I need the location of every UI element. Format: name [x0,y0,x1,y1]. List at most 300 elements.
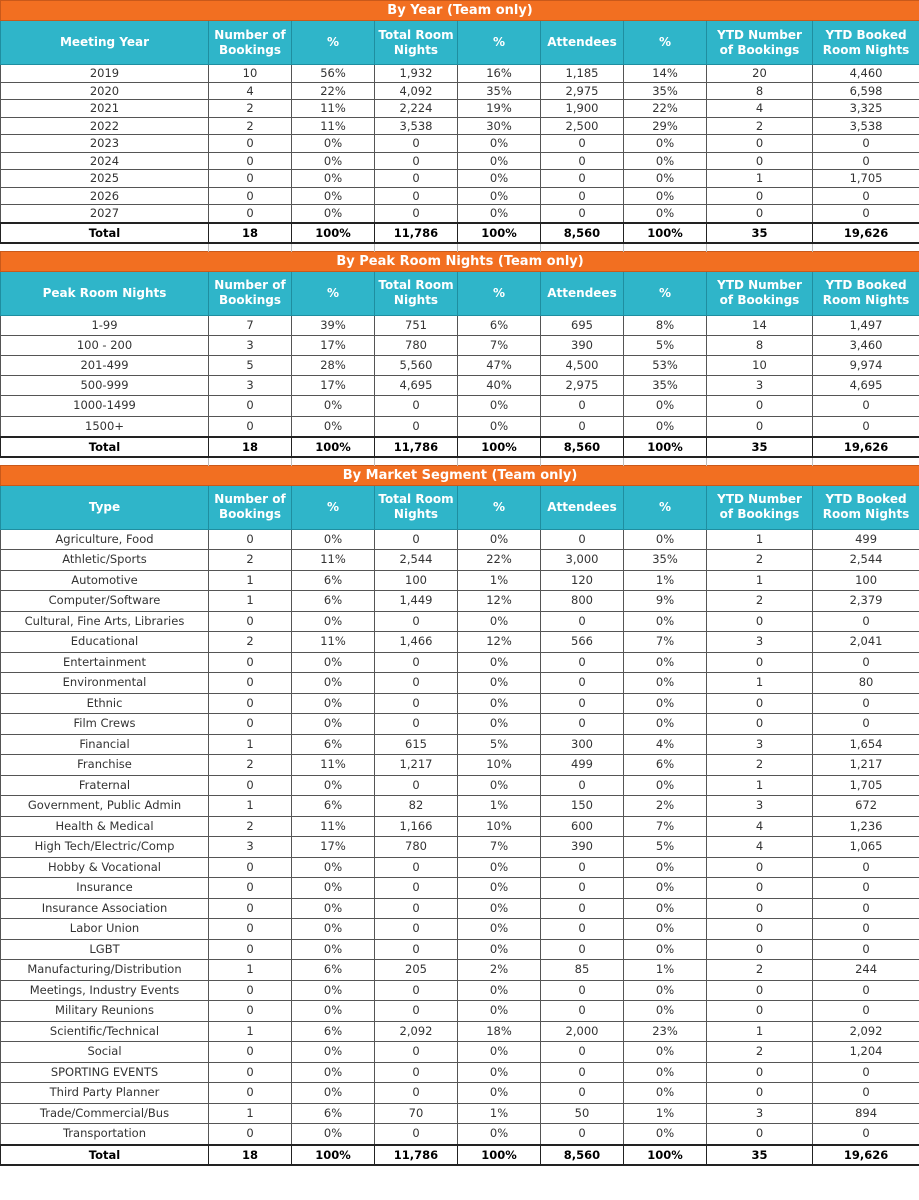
table-row [1,396,919,416]
table-row [1,570,919,591]
cell-value: 0% [624,205,707,223]
cell-value: 0% [458,152,541,170]
table-row [1,939,919,960]
table-row [1,919,919,940]
cell-value: 0% [624,775,707,796]
cell-value: 0 [813,416,919,437]
cell-value: 0 [813,714,919,735]
cell-value: 0% [458,714,541,735]
total-row [1,223,919,243]
cell-value: 0% [624,1083,707,1104]
cell-value: 4 [707,816,813,837]
table-row [1,898,919,919]
cell-value: 0% [292,878,375,899]
cell-value: 0 [541,673,624,694]
cell-value: 800 [541,591,624,612]
cell-value: 4% [624,734,707,755]
cell-value: 0% [292,152,375,170]
row-label: Educational [1,632,209,653]
cell-value: 0% [458,939,541,960]
cell-value: 0% [458,652,541,673]
row-label: Transportation [1,1124,209,1145]
cell-value: 0% [292,775,375,796]
cell-value: 5% [624,335,707,355]
cell-value: 39% [292,315,375,335]
cell-value: 5,560 [375,355,458,375]
row-label: Hobby & Vocational [1,857,209,878]
cell-value: 16% [458,65,541,83]
column-header: YTD Number of Bookings [707,21,813,65]
cell-value: 2,500 [541,117,624,135]
cell-value: 8% [624,315,707,335]
table-row [1,878,919,899]
cell-value: 1,705 [813,775,919,796]
cell-value: 0 [209,135,292,153]
table-row [1,960,919,981]
total-value: 19,626 [813,1145,919,1165]
cell-value: 10% [458,816,541,837]
row-label: 2021 [1,100,209,118]
table-row [1,416,919,437]
cell-value: 1 [209,570,292,591]
cell-value: 205 [375,960,458,981]
column-header: % [458,271,541,315]
cell-value: 0% [624,693,707,714]
cell-value: 6% [292,1103,375,1124]
cell-value: 0 [707,611,813,632]
cell-value: 11% [292,816,375,837]
cell-value: 0% [458,898,541,919]
cell-value: 70 [375,1103,458,1124]
cell-value: 390 [541,837,624,858]
cell-value: 6% [292,591,375,612]
cell-value: 0% [292,1083,375,1104]
cell-value: 0% [624,611,707,632]
total-label: Total [1,1145,209,1165]
cell-value: 2% [458,960,541,981]
table-row [1,591,919,612]
cell-value: 11% [292,632,375,653]
cell-value: 19% [458,100,541,118]
cell-value: 0% [624,857,707,878]
table-row [1,816,919,837]
total-value: 8,560 [541,437,624,457]
section-title: By Market Segment (Team only) [1,465,919,485]
report-body [1,1,919,1165]
cell-value: 1 [209,796,292,817]
cell-value: 47% [458,355,541,375]
cell-value: 0% [624,980,707,1001]
section-spacer [1,243,919,252]
cell-value: 0% [624,878,707,899]
table-row [1,82,919,100]
cell-value: 390 [541,335,624,355]
cell-value: 3 [209,376,292,396]
column-header: % [624,271,707,315]
cell-value: 1 [209,1021,292,1042]
cell-value: 2,544 [813,550,919,571]
cell-value: 0% [292,673,375,694]
column-header: YTD Booked Room Nights [813,21,919,65]
cell-value: 0% [292,1001,375,1022]
cell-value: 0 [813,205,919,223]
cell-value: 3 [707,1103,813,1124]
cell-value: 244 [813,960,919,981]
cell-value: 0 [707,187,813,205]
cell-value: 0 [707,1124,813,1145]
total-value: 100% [292,1145,375,1165]
row-label: Insurance Association [1,898,209,919]
total-value: 18 [209,223,292,243]
cell-value: 0% [292,529,375,550]
cell-value: 0 [813,939,919,960]
cell-value: 8 [707,82,813,100]
cell-value: 0 [375,416,458,437]
cell-value: 0 [541,980,624,1001]
cell-value: 0% [624,135,707,153]
cell-value: 499 [813,529,919,550]
cell-value: 6% [292,570,375,591]
total-value: 8,560 [541,223,624,243]
column-header-row [1,485,919,529]
cell-value: 2,224 [375,100,458,118]
cell-value: 3 [209,335,292,355]
cell-value: 53% [624,355,707,375]
cell-value: 4,092 [375,82,458,100]
total-value: 11,786 [375,1145,458,1165]
cell-value: 6% [292,796,375,817]
cell-value: 0 [541,611,624,632]
row-label: Third Party Planner [1,1083,209,1104]
cell-value: 0 [813,1083,919,1104]
table-row [1,755,919,776]
row-label: Government, Public Admin [1,796,209,817]
row-label: Fraternal [1,775,209,796]
cell-value: 0 [707,878,813,899]
column-header-row [1,271,919,315]
table-row [1,775,919,796]
table-row [1,187,919,205]
total-value: 100% [292,223,375,243]
cell-value: 1% [458,796,541,817]
row-label: High Tech/Electric/Comp [1,837,209,858]
cell-value: 11% [292,550,375,571]
row-label: Military Reunions [1,1001,209,1022]
section-spacer [1,457,919,466]
cell-value: 0 [707,652,813,673]
cell-value: 0 [707,416,813,437]
cell-value: 0 [209,1083,292,1104]
cell-value: 1,236 [813,816,919,837]
cell-value: 0 [209,878,292,899]
row-label: 2026 [1,187,209,205]
table-row [1,550,919,571]
table-row [1,632,919,653]
cell-value: 30% [458,117,541,135]
cell-value: 1,185 [541,65,624,83]
cell-value: 0% [624,898,707,919]
cell-value: 0 [209,205,292,223]
cell-value: 56% [292,65,375,83]
cell-value: 3,538 [813,117,919,135]
cell-value: 0% [458,1083,541,1104]
cell-value: 0 [209,652,292,673]
cell-value: 7% [458,837,541,858]
total-row [1,1145,919,1165]
cell-value: 894 [813,1103,919,1124]
cell-value: 2 [209,755,292,776]
cell-value: 0% [292,205,375,223]
table-row [1,376,919,396]
cell-value: 0% [458,396,541,416]
cell-value: 3 [707,376,813,396]
cell-value: 0 [209,416,292,437]
cell-value: 0% [458,170,541,188]
cell-value: 0 [707,714,813,735]
cell-value: 0% [292,396,375,416]
table-row [1,796,919,817]
cell-value: 0 [541,1124,624,1145]
row-label: Ethnic [1,693,209,714]
row-label: Trade/Commercial/Bus [1,1103,209,1124]
cell-value: 0 [707,1062,813,1083]
section-title: By Peak Room Nights (Team only) [1,251,919,271]
row-label: Entertainment [1,652,209,673]
cell-value: 0 [209,714,292,735]
cell-value: 0 [541,775,624,796]
cell-value: 0 [375,529,458,550]
cell-value: 1,497 [813,315,919,335]
column-header: Total Room Nights [375,21,458,65]
column-header: Total Room Nights [375,271,458,315]
cell-value: 0% [458,135,541,153]
cell-value: 7 [209,315,292,335]
cell-value: 0% [292,170,375,188]
table-row [1,152,919,170]
cell-value: 0 [707,152,813,170]
cell-value: 0 [209,693,292,714]
table-row [1,652,919,673]
column-header: Type [1,485,209,529]
cell-value: 2,975 [541,376,624,396]
cell-value: 4 [707,837,813,858]
cell-value: 0 [813,611,919,632]
cell-value: 100 [375,570,458,591]
cell-value: 0 [209,919,292,940]
cell-value: 0 [209,673,292,694]
row-label: Cultural, Fine Arts, Libraries [1,611,209,632]
cell-value: 11% [292,117,375,135]
row-label: 2023 [1,135,209,153]
cell-value: 2 [209,550,292,571]
cell-value: 82 [375,796,458,817]
cell-value: 1,204 [813,1042,919,1063]
cell-value: 0% [624,152,707,170]
cell-value: 8 [707,335,813,355]
cell-value: 7% [624,632,707,653]
column-header: % [624,21,707,65]
cell-value: 0 [541,170,624,188]
cell-value: 0% [458,878,541,899]
cell-value: 0 [375,1083,458,1104]
cell-value: 1 [707,170,813,188]
row-label: 2025 [1,170,209,188]
column-header: YTD Number of Bookings [707,271,813,315]
cell-value: 1% [458,570,541,591]
total-value: 100% [624,1145,707,1165]
column-header: Number of Bookings [209,21,292,65]
cell-value: 0 [813,878,919,899]
cell-value: 4,695 [813,376,919,396]
cell-value: 0 [541,152,624,170]
cell-value: 1 [707,673,813,694]
total-value: 11,786 [375,223,458,243]
cell-value: 0% [292,1124,375,1145]
table-row [1,65,919,83]
cell-value: 672 [813,796,919,817]
section-title-row [1,1,919,21]
cell-value: 17% [292,335,375,355]
cell-value: 0% [624,652,707,673]
row-label: Labor Union [1,919,209,940]
cell-value: 2 [707,1042,813,1063]
cell-value: 1,466 [375,632,458,653]
cell-value: 0% [292,857,375,878]
table-row [1,205,919,223]
cell-value: 1% [624,960,707,981]
column-header: % [292,271,375,315]
cell-value: 1,449 [375,591,458,612]
cell-value: 0 [541,714,624,735]
cell-value: 2 [209,117,292,135]
cell-value: 40% [458,376,541,396]
cell-value: 1,217 [813,755,919,776]
cell-value: 0 [375,714,458,735]
row-label: 2024 [1,152,209,170]
total-value: 19,626 [813,223,919,243]
cell-value: 0 [541,187,624,205]
row-label: Insurance [1,878,209,899]
cell-value: 0 [813,1001,919,1022]
cell-value: 0% [292,1042,375,1063]
cell-value: 0 [209,1042,292,1063]
cell-value: 0 [375,1001,458,1022]
row-label: Athletic/Sports [1,550,209,571]
cell-value: 5% [624,837,707,858]
row-label: Health & Medical [1,816,209,837]
cell-value: 0 [707,135,813,153]
cell-value: 7% [458,335,541,355]
row-label: 100 - 200 [1,335,209,355]
cell-value: 0 [541,898,624,919]
cell-value: 0% [292,939,375,960]
cell-value: 0 [541,939,624,960]
cell-value: 0 [541,135,624,153]
column-header: % [624,485,707,529]
cell-value: 0 [375,205,458,223]
column-header: Meeting Year [1,21,209,65]
cell-value: 35% [624,550,707,571]
cell-value: 2,544 [375,550,458,571]
cell-value: 29% [624,117,707,135]
cell-value: 0 [813,135,919,153]
cell-value: 0% [458,673,541,694]
row-label: Franchise [1,755,209,776]
cell-value: 566 [541,632,624,653]
cell-value: 0% [292,611,375,632]
table-row [1,135,919,153]
cell-value: 1 [209,734,292,755]
cell-value: 0 [209,980,292,1001]
cell-value: 0 [375,170,458,188]
cell-value: 6% [624,755,707,776]
cell-value: 1,166 [375,816,458,837]
cell-value: 0 [375,878,458,899]
cell-value: 6,598 [813,82,919,100]
cell-value: 0 [813,152,919,170]
cell-value: 300 [541,734,624,755]
cell-value: 1 [707,570,813,591]
cell-value: 150 [541,796,624,817]
table-row [1,335,919,355]
cell-value: 80 [813,673,919,694]
total-value: 35 [707,437,813,457]
cell-value: 0 [375,693,458,714]
section-title-row [1,465,919,485]
cell-value: 0% [458,529,541,550]
total-row [1,437,919,457]
cell-value: 0 [209,898,292,919]
cell-value: 0 [813,1062,919,1083]
cell-value: 0 [375,1062,458,1083]
cell-value: 6% [292,960,375,981]
cell-value: 0% [292,416,375,437]
cell-value: 1,932 [375,65,458,83]
cell-value: 1,654 [813,734,919,755]
cell-value: 0 [209,187,292,205]
cell-value: 23% [624,1021,707,1042]
cell-value: 615 [375,734,458,755]
cell-value: 0% [624,1042,707,1063]
table-row [1,714,919,735]
cell-value: 0% [292,898,375,919]
cell-value: 22% [458,550,541,571]
cell-value: 0 [541,1062,624,1083]
table-row [1,1124,919,1145]
cell-value: 0 [707,857,813,878]
table-row [1,734,919,755]
cell-value: 0 [541,1042,624,1063]
cell-value: 0 [375,775,458,796]
cell-value: 0% [624,396,707,416]
column-header: Peak Room Nights [1,271,209,315]
cell-value: 1% [624,570,707,591]
column-header: Attendees [541,21,624,65]
cell-value: 3,000 [541,550,624,571]
cell-value: 0 [209,1062,292,1083]
table-row [1,1042,919,1063]
cell-value: 14% [624,65,707,83]
cell-value: 22% [292,82,375,100]
cell-value: 0 [375,187,458,205]
cell-value: 5 [209,355,292,375]
cell-value: 50 [541,1103,624,1124]
table-row [1,1083,919,1104]
cell-value: 14 [707,315,813,335]
total-value: 35 [707,223,813,243]
total-value: 8,560 [541,1145,624,1165]
column-header: Total Room Nights [375,485,458,529]
